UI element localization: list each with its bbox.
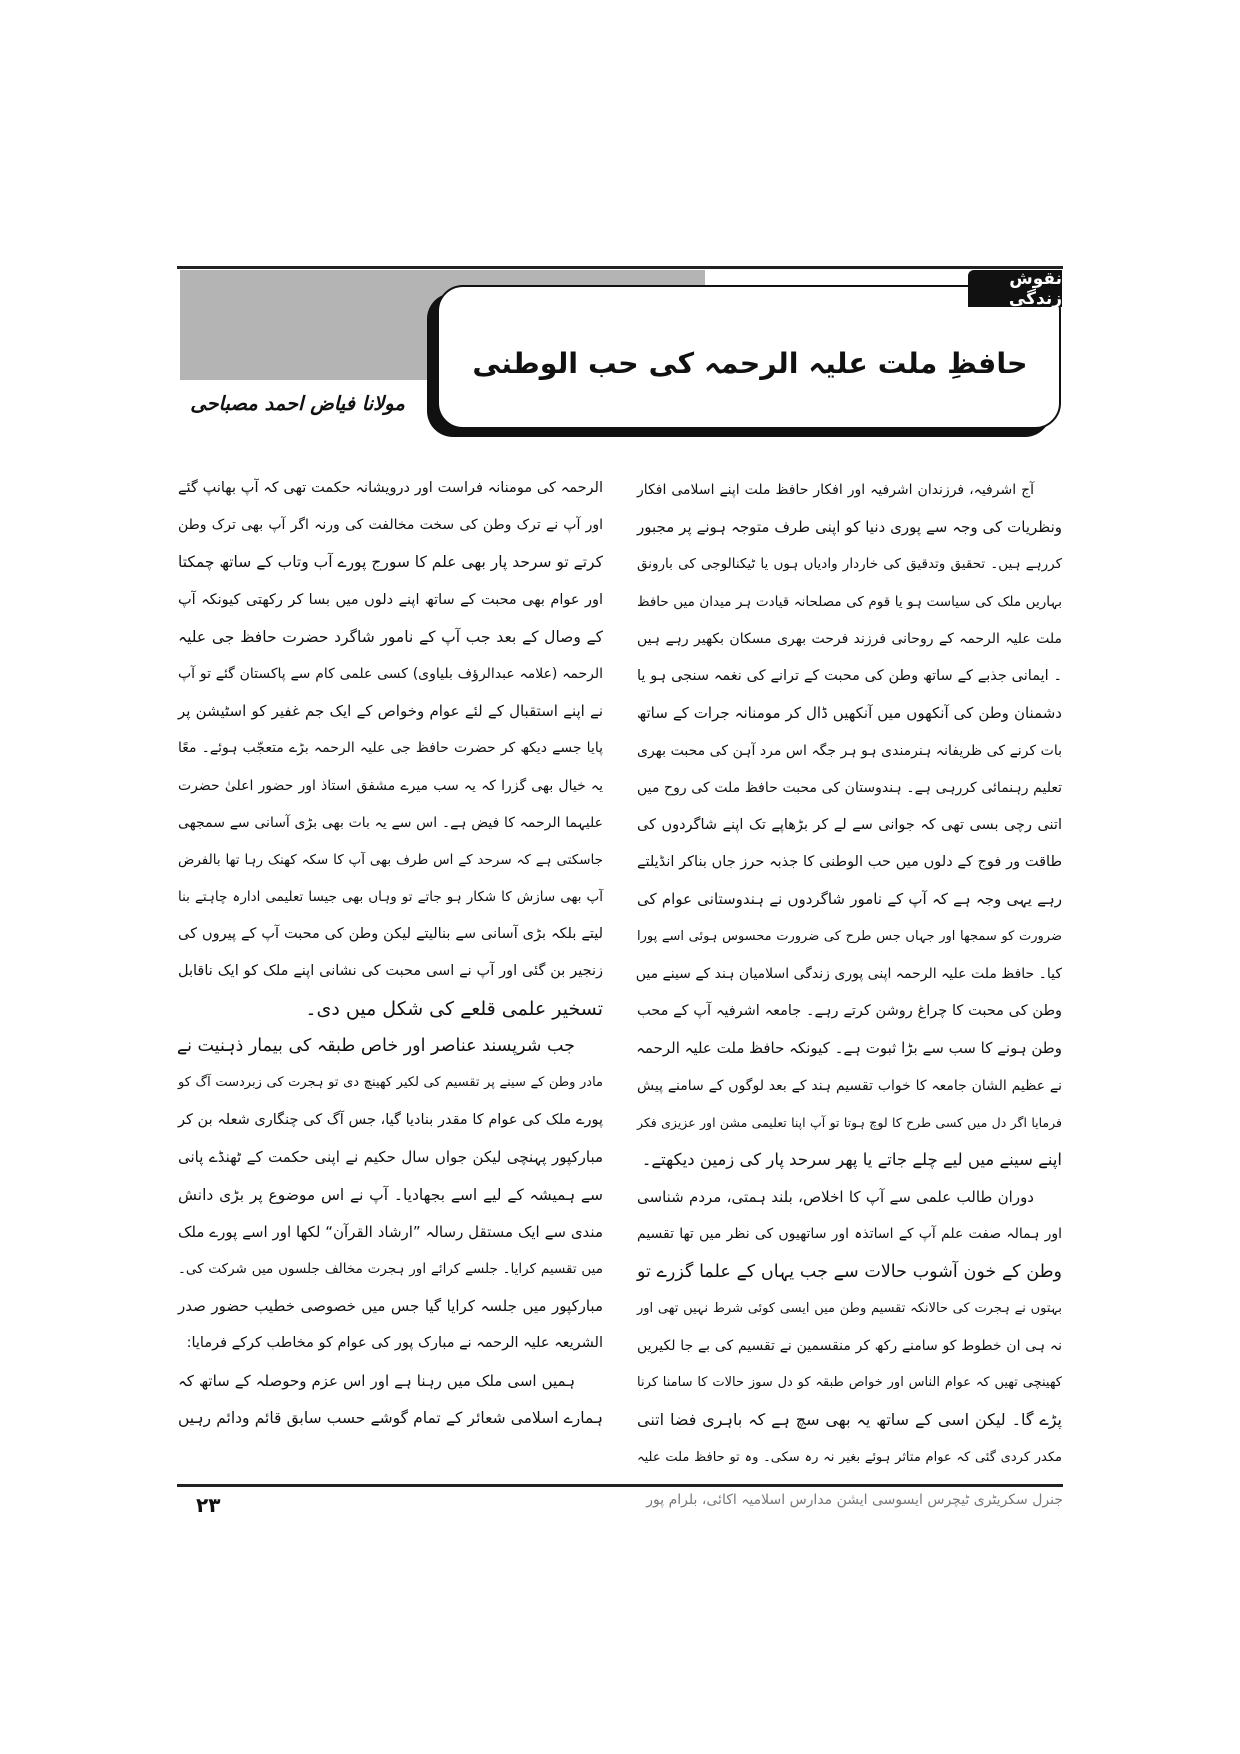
text-line: اور آپ نے ترک وطن کی سخت مخالفت کی ورنہ اگر آپ بھی ترک وطن: [178, 517, 603, 534]
text-line: کرتے تو سرحد پار بھی علم کا سورج پورے آب وتاب کے ساتھ چمکتا: [178, 553, 603, 572]
text-line: میں تقسیم کرایا۔ جلسے کرائے اور ہجرت مخالف جلسوں میں شرکت کی۔: [178, 1260, 603, 1277]
text-line: تعلیم رہنمائی کررہی ہے۔ ہندوستان کی محبت حافظ ملت کی روح میں: [637, 779, 1062, 796]
page-number: ۲۳: [196, 1493, 221, 1517]
text-line: زنجیر بن گئی اور آپ نے اسی محبت کی نشانی اپنے ملک کو ایک ناقابل: [178, 963, 603, 980]
text-line: یہ خیال بھی گزرا کہ یہ سب میرے مشفق استاذ اور حضور اعلیٰ حضرت: [178, 777, 603, 794]
text-line: وطن ہونے کا سب سے بڑا ثبوت ہے۔ کیونکہ حافظ ملت علیہ الرحمہ: [636, 1039, 1062, 1058]
text-line: کیا۔ حافظ ملت علیہ الرحمہ اپنی پوری زندگی اسلامیان ہند کے سینے میں: [635, 965, 1062, 982]
text-line: الرحمہ کی مومنانہ فراست اور درویشانہ حکمت تھی کہ آپ بھانپ گئے: [178, 480, 603, 496]
text-line: اور عوام بھی محبت کے ساتھ اپنے دلوں میں بسا کر رکھتی کیونکہ آپ: [178, 591, 603, 608]
text-line: مادر وطن کے سینے پر تقسیم کی لکیر کھینچ دی تو ہجرت کی زبردست آگ کو: [178, 1075, 603, 1090]
header-top-rule: [177, 266, 1063, 269]
text-line: ہمیں اسی ملک میں رہنا ہے اور اس عزم وحوصلہ کے ساتھ کہ: [178, 1371, 575, 1390]
text-line: اور ہمالہ صفت علم آپ کے اساتذہ اور ساتھیوں کی نظر میں تھا تقسیم: [637, 1226, 1062, 1243]
text-line: بہاریں ملک کی سیاست ہو یا قوم کی مصلحانہ قیادت ہر میدان میں حافظ: [637, 593, 1062, 610]
text-line: آج اشرفیہ، فرزندان اشرفیہ اور افکار حافظ ملت اپنے اسلامی افکار: [637, 482, 1034, 498]
text-line: لیتے بلکہ بڑی آسانی سے بنالیتے لیکن وطن کی محبت آپ کے پیروں کی: [178, 926, 603, 943]
section-label: نقوش زندگی: [968, 270, 1062, 307]
author-name: مولانا فیاض احمد مصباحی: [190, 392, 405, 415]
text-line: جب شرپسند عناصر اور خاص طبقہ کی بیمار ذہنیت نے: [176, 1035, 575, 1056]
text-line: الشریعہ علیہ الرحمہ نے مبارک پور کی عوام کو مخاطب کرکے فرمایا:: [186, 1335, 603, 1352]
text-line: فرمایا اگر دل میں کسی طرح کا لوچ ہوتا تو آپ اپنا تعلیمی مشن اور عزیزی فکر: [637, 1114, 1062, 1130]
text-line: وطن کی محبت کا چراغ روشن کرتے رہے۔ جامعہ اشرفیہ آپ کے محب: [637, 1003, 1062, 1020]
text-line: رہے یہی وجہ ہے کہ آپ کے نامور شاگردوں نے ہندوستانی عوام کی: [637, 890, 1062, 909]
text-line: ونظریات کی وجہ سے پوری دنیا کو اپنی طرف متوجہ ہونے پر مجبور: [637, 518, 1062, 537]
text-line: نے عظیم الشان جامعہ کا خواب تقسیم ہند کے بعد لوگوں کے سامنے پیش: [637, 1077, 1062, 1094]
text-line: مندی سے ایک مستقل رسالہ ”ارشاد القرآن“ لکھا اور اسے پورے ملک: [178, 1222, 603, 1241]
text-line: علیہما الرحمہ کا فیض ہے۔ اس سے یہ بات بھی بڑی آسانی سے سمجھی: [178, 814, 603, 831]
text-line: تسخیر علمی قلعے کی شکل میں دی۔: [305, 997, 603, 1020]
text-line: اپنے سینے میں لیے چلے جاتے یا پھر سرحد پار کی زمین دیکھتے۔: [641, 1149, 1062, 1169]
text-line: سے ہمیشہ کے لیے اسے بجھادیا۔ آپ نے اس موضوع پر بڑی دانش: [178, 1185, 603, 1204]
text-line: دشمنان وطن کی آنکھوں میں آنکھیں ڈال کر مومنانہ جرات کے ساتھ: [637, 704, 1062, 723]
text-line: کے وصال کے بعد جب آپ کے نامور شاگرد حضرت حافظ جی علیہ: [178, 627, 603, 646]
text-line: ہمارے اسلامی شعائر کے تمام گوشے حسب سابق قائم ودائم رہیں: [178, 1408, 603, 1427]
text-line: نہ ہی ان خطوط کو سامنے رکھ کر منقسمین نے تقسیم کی بے جا لکیریں: [637, 1338, 1062, 1355]
text-line: بات کرنے کی ظریفانہ ہنرمندی ہو ہر جگہ اس مرد آہن کی محبت بھری: [637, 742, 1062, 759]
text-line: الرحمہ (علامہ عبدالرؤف بلیاوی) کسی علمی کام سے پاکستان گئے تو آپ: [178, 665, 603, 682]
text-line: نے اپنے استقبال کے لئے عوام وخواص کے ایک جم غفیر کو اسٹیشن پر: [178, 702, 603, 721]
text-line: مکدر کردی گئی کہ عوام متاثر ہوئے بغیر نہ رہ سکی۔ وہ تو حافظ ملت علیہ: [637, 1449, 1062, 1465]
text-line: مبارکپور میں جلسہ کرایا گیا جس میں خصوصی خطیب حضور صدر: [178, 1297, 603, 1316]
text-line: طاقت ور فوج کے دلوں میں حب الوطنی کا جذبہ حرز جاں بناکر انڈیلتے: [637, 854, 1062, 871]
text-line: ۔ ایمانی جذبے کے ساتھ وطن کی محبت کے ترانے کی نغمہ سنجی ہو یا: [637, 668, 1062, 685]
text-line: پڑے گا۔ لیکن اسی کے ساتھ یہ بھی سچ ہے کہ باہری فضا اتنی: [637, 1410, 1062, 1430]
text-line: وطن کے خون آشوب حالات سے جب یہاں کے علما گزرے تو: [637, 1261, 1062, 1282]
text-line: پورے ملک کی عوام کا مقدر بنادیا گیا، جس آگ کی چنگاری شعلہ بن کر: [178, 1112, 603, 1129]
text-line: مبارکپور پہنچی لیکن جواں سال حکیم نے اپنی حکمت کے ٹھنڈے پانی: [178, 1148, 603, 1167]
text-line: پایا جسے دیکھ کر حضرت حافظ جی علیہ الرحمہ بڑے متعجّب ہوئے۔ معًا: [178, 740, 603, 757]
text-line: دوران طالب علمی سے آپ کا اخلاص، بلند ہمتی، مردم شناسی: [637, 1188, 1034, 1207]
text-line: بہتوں نے ہجرت کی حالانکہ تقسیم وطن میں ایسی کوئی شرط نہیں تھی اور: [637, 1300, 1062, 1316]
text-line: آپ بھی سازش کا شکار ہو جاتے تو وہاں بھی جیسا تعلیمی ادارہ چاہتے بنا: [178, 889, 603, 906]
text-line: جاسکتی ہے کہ سرحد کے اس طرف بھی آپ کا سکہ کھنک رہا تھا بالفرض: [178, 851, 603, 868]
left-column: [178, 470, 603, 1436]
text-line: اتنی رچی بسی تھی کہ جوانی سے لے کر بڑھاپے تک اپنے شاگردوں کی: [637, 816, 1062, 833]
right-column: [637, 472, 1062, 1476]
text-line: کھینچی تھیں کہ عوام الناس اور خواص طبقہ کو دل سوز حالات کا سامنا کرنا: [637, 1375, 1062, 1391]
text-line: کررہے ہیں۔ تحقیق وتدقیق کی خاردار وادیاں ہوں یا ٹیکنالوجی کی بارونق: [637, 556, 1062, 573]
footer-note: جنرل سکریٹری ٹیچرس ایسوسی ایشن مدارس اسلامیہ اکائی، بلرام پور: [646, 1492, 1063, 1508]
article-title: حافظِ ملت علیہ الرحمہ کی حب الوطنی: [472, 346, 1028, 380]
footer-rule: [177, 1484, 1063, 1487]
text-line: ملت علیہ الرحمہ کے روحانی فرزند فرحت بھری مسکان بکھیر رہے ہیں: [637, 630, 1062, 647]
text-line: ضرورت کو سمجھا اور جہاں جس طرح کی ضرورت محسوس ہوئی اسے پورا: [637, 928, 1062, 944]
